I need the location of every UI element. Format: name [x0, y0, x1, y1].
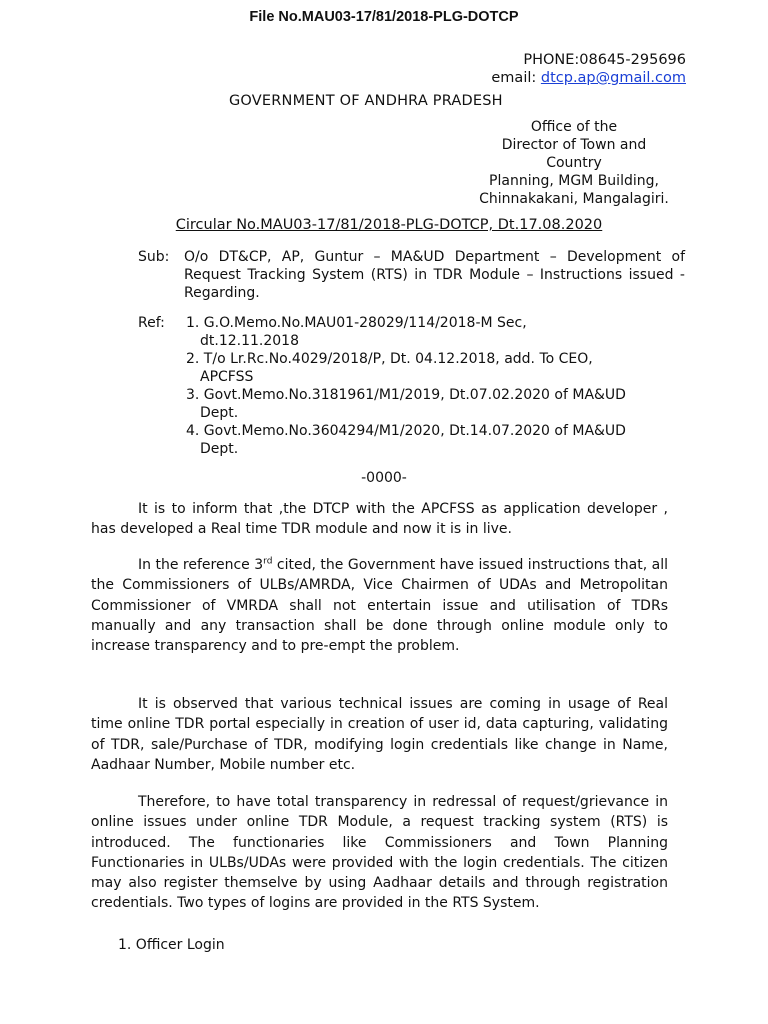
office-line: Office of the	[530, 119, 618, 135]
email-label: email:	[491, 70, 541, 86]
list-item: 1. Officer Login	[118, 937, 225, 953]
ordinal-superscript: rd	[263, 556, 273, 567]
subject-label: Sub:	[138, 249, 170, 265]
reference-list	[186, 314, 686, 458]
reference-line: 1. G.O.Memo.No.MAU01-28029/114/2018-M Sec,	[186, 315, 527, 331]
paragraph-2	[91, 555, 668, 656]
paragraph-3: It is observed that various technical issues are coming in usage of Real time online TDR portal especially in creation of user id, data capturing, validating of TDR, sale/Purchase of TDR, modifying login credentials like change in Name, Aadhaar Number, Mobile number etc.	[91, 696, 668, 773]
office-line: Director of Town and	[501, 137, 647, 153]
reference-line-cont: APCFSS	[200, 369, 254, 385]
reference-item	[186, 422, 686, 458]
subject-text: O/o DT&CP, AP, Guntur – MA&UD Department – Development of Request Tracking System (RTS) in TDR Module – Instructions issued - Regarding.	[184, 249, 685, 301]
reference-line-cont: Dept.	[200, 441, 239, 457]
circular-title: Circular No.MAU03-17/81/2018-PLG-DOTCP, Dt.17.08.2020	[175, 217, 603, 233]
reference-item	[186, 350, 686, 386]
office-line: Chinnakakani, Mangalagiri.	[479, 191, 669, 207]
government-title: GOVERNMENT OF ANDHRA PRADESH	[229, 93, 503, 109]
section-separator: -0000-	[361, 470, 407, 486]
reference-line: 2. T/o Lr.Rc.No.4029/2018/P, Dt. 04.12.2018, add. To CEO,	[186, 351, 593, 367]
email-line	[491, 69, 686, 87]
reference-line: 4. Govt.Memo.No.3604294/M1/2020, Dt.14.07.2020 of MA&UD	[186, 423, 626, 439]
paragraph-4: Therefore, to have total transparency in redressal of request/grievance in online issues under online TDR Module, a request tracking system (RTS) is introduced. The functionaries like Commissioners and Town Planning Functionaries in ULBs/UDAs were provided with the login credentials. The citizen may also register themselve by using Aadhaar details and through registration credentials. Two types of logins are provided in the RTS System.	[91, 794, 668, 912]
phone-number: PHONE:08645-295696	[523, 52, 686, 68]
office-line: Country	[546, 155, 602, 171]
login-types-list	[118, 935, 225, 955]
reference-line-cont: Dept.	[200, 405, 239, 421]
paragraph-2-start: In the reference 3	[138, 557, 264, 573]
reference-line-cont: dt.12.11.2018	[200, 333, 299, 349]
office-address	[468, 118, 680, 208]
paragraph-1: It is to inform that ,the DTCP with the APCFSS as application developer , has developed a Real time TDR module and now it is in live.	[91, 501, 668, 538]
reference-label: Ref:	[138, 315, 165, 331]
file-number: File No.MAU03-17/81/2018-PLG-DOTCP	[249, 9, 519, 25]
office-line: Planning, MGM Building,	[489, 173, 659, 189]
paragraph-2-rest: cited, the Government have issued instructions that, all the Commissioners of ULBs/AMRDA, Vice Chairmen of UDAs and Metropolitan Commissioner of VMRDA shall not entertain issue and utilisation of TDRs manually and any transaction shall be done through online module only to increase transparency and to pre-empt the problem.	[91, 557, 668, 655]
reference-line: 3. Govt.Memo.No.3181961/M1/2019, Dt.07.02.2020 of MA&UD	[186, 387, 626, 403]
email-link[interactable]: dtcp.ap@gmail.com	[540, 70, 686, 86]
reference-item	[186, 314, 686, 350]
reference-item	[186, 386, 686, 422]
